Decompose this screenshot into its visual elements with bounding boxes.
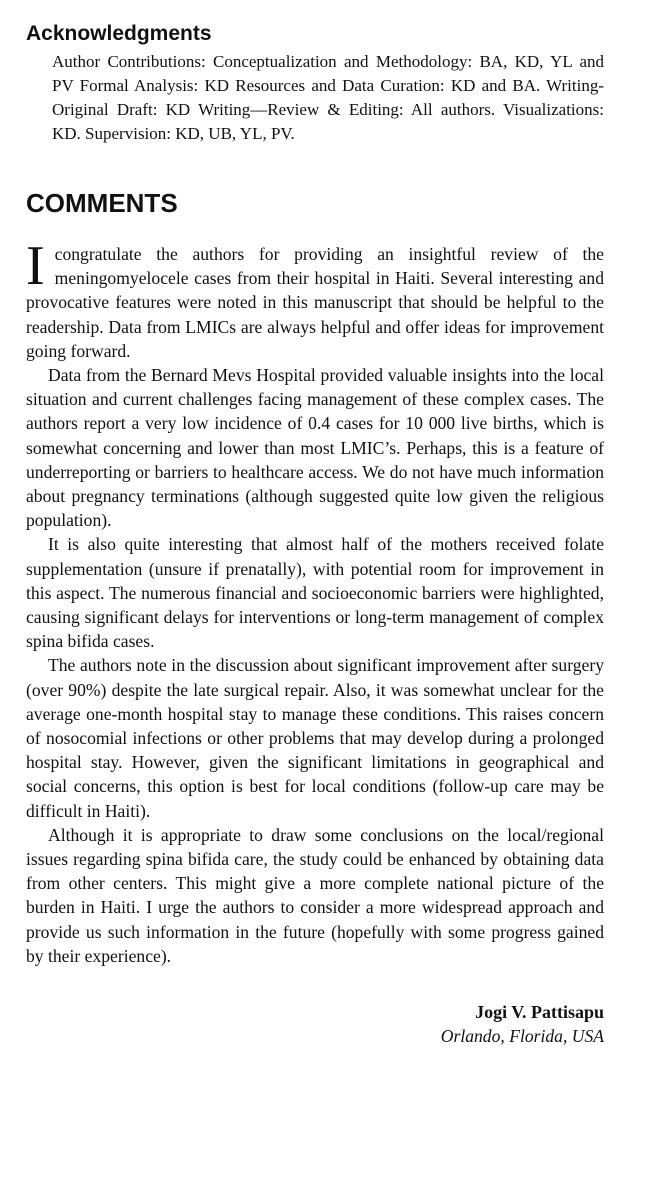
acknowledgments-text: Author Contributions: Conceptualization and Methodology: BA, KD, YL and PV Formal Analysis: KD Resources and Data Curation: KD and BA. Writing-Original Draft: KD Writing—Review & Editing: All authors. Visualizations: KD. Supervision: KD, UB, YL, PV. <box>52 52 604 143</box>
drop-cap: I <box>26 235 45 297</box>
comment-paragraph-2: Data from the Bernard Mevs Hospital provided valuable insights into the local situation and current challenges facing management of these complex cases. The authors report a very low incidence of 0.4 cases for 10 000 live births, which is somewhat concerning and lower than most LMIC’s. Perhaps, this is a feature of underreporting or barriers to healthcare access. We do not have much information about pregnancy terminations (although suggested quite low given the religious population). <box>26 365 604 531</box>
comment-paragraph-1 <box>26 235 604 363</box>
comment-paragraph-1-text: congratulate the authors for providing an insightful review of the meningomyelocele cases from their hospital in Haiti. Several interesting and provocative features were noted in this manuscript that should be helpful to the readership. Data from LMICs are always helpful and offer ideas for improvement going forward. <box>26 244 604 361</box>
signature-block <box>26 1000 604 1048</box>
comment-paragraph-4: The authors note in the discussion about significant improvement after surgery (over 90%) despite the late surgical repair. Also, it was somewhat unclear for the average one-month hospital stay to manage these conditions. This raises concern of nosocomial infections or other problems that may develop during a prolonged hospital stay. However, given the significant limitations in geographical and social concerns, this option is best for local conditions (follow-up care may be difficult in Haiti). <box>26 655 604 821</box>
comments-section <box>26 187 604 968</box>
acknowledgments-heading: Acknowledgments <box>26 22 212 45</box>
signature-name: Jogi V. Pattisapu <box>475 1002 604 1023</box>
signature-location: Orlando, Florida, USA <box>440 1026 604 1047</box>
comment-paragraph-5: Although it is appropriate to draw some conclusions on the local/regional issues regarding spina bifida care, the study could be enhanced by obtaining data from other centers. This might give a more complete national picture of the burden in Haiti. I urge the authors to consider a more widespread approach and provide us such information in the future (hopefully with some progress gained by their experience). <box>26 824 604 966</box>
article-page <box>26 20 604 1048</box>
comments-heading: COMMENTS <box>26 188 178 218</box>
comment-paragraph-3: It is also quite interesting that almost half of the mothers received folate supplementation (unsure if prenatally), with potential room for improvement in this aspect. The numerous financial and socioeconomic barriers were highlighted, causing significant delays for interventions or long-term management of complex spina bifida cases. <box>26 534 604 652</box>
acknowledgments-section <box>26 20 604 146</box>
